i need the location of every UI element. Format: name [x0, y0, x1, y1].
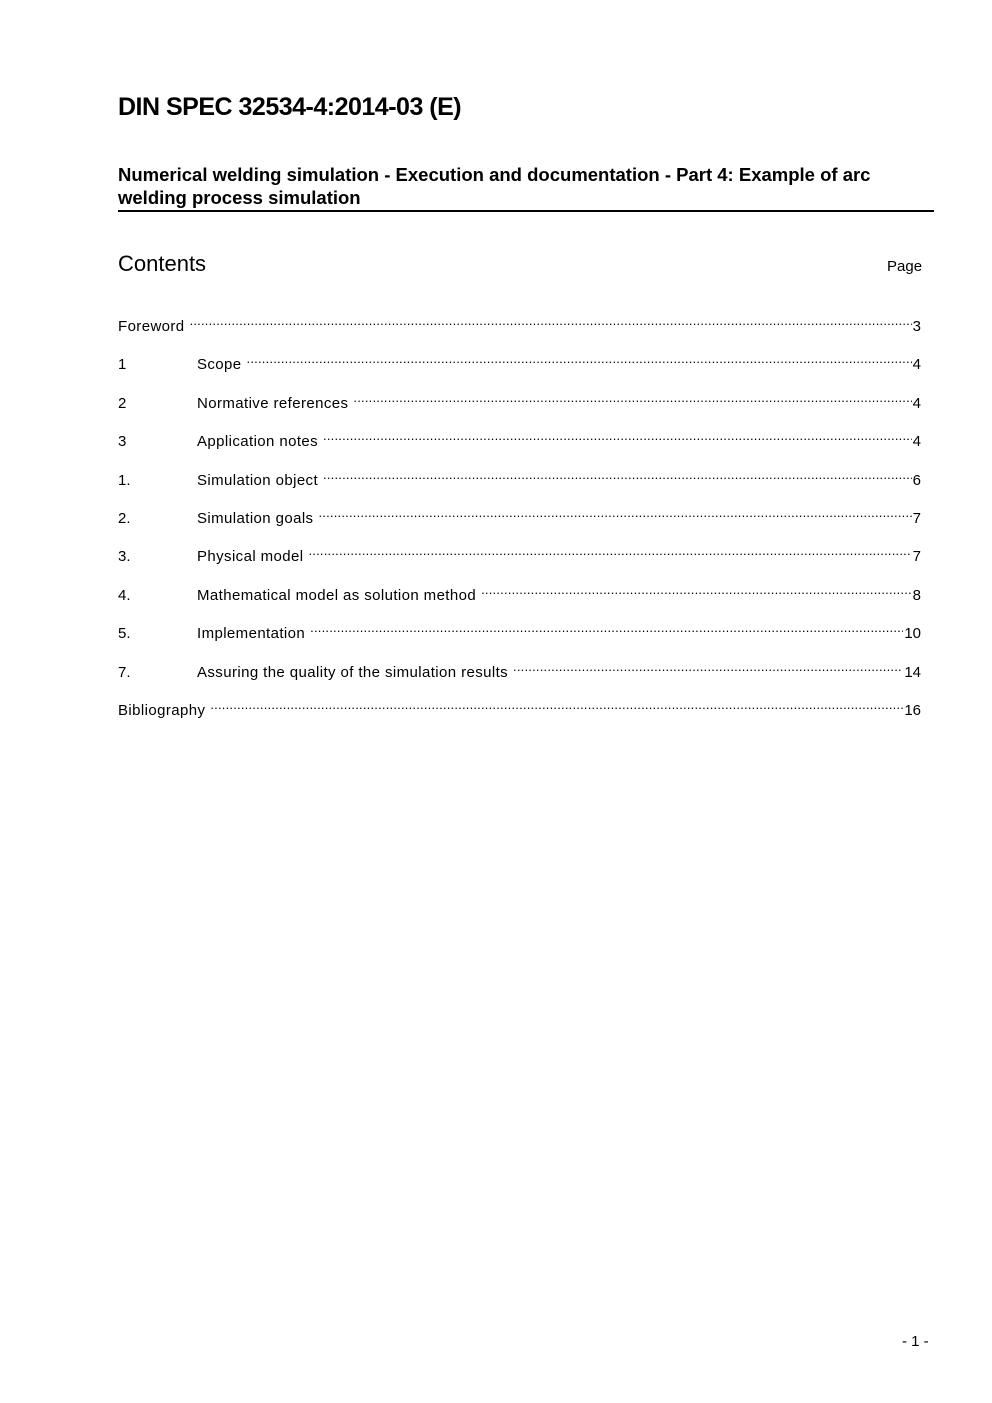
toc-leader-dots — [481, 582, 912, 600]
toc-leader-dots — [323, 467, 912, 485]
toc-leader-dots — [323, 428, 912, 446]
toc-entry-quality-assurance[interactable] — [118, 659, 921, 697]
toc-entry-number: 3 — [118, 433, 127, 451]
toc-entry-physical-model[interactable] — [118, 543, 921, 581]
toc-entry-page: 16 — [904, 701, 921, 719]
contents-heading: Contents — [118, 251, 207, 276]
toc-entry-simulation-object[interactable] — [118, 467, 921, 505]
toc-entry-implementation[interactable] — [118, 620, 921, 658]
toc-leader-dots — [190, 313, 912, 331]
toc-entry-page: 7 — [912, 509, 921, 527]
toc-entry-simulation-goals[interactable] — [118, 505, 921, 543]
toc-leader-dots — [318, 505, 911, 523]
toc-entry-page: 8 — [912, 586, 921, 604]
toc-entry-label: Bibliography — [118, 701, 206, 719]
toc-entry-label: Mathematical model as solution method — [197, 586, 477, 604]
toc-entry-bibliography[interactable] — [118, 697, 921, 735]
toc-entry-page: 3 — [912, 318, 921, 335]
toc-entry-label: Assuring the quality of the simulation results — [197, 663, 509, 681]
toc-entry-foreword[interactable] — [118, 313, 921, 351]
toc-leader-dots — [247, 351, 912, 369]
toc-entry-number: 1. — [118, 471, 131, 489]
toc-entry-label: Simulation goals — [197, 509, 314, 527]
toc-entry-label: Simulation object — [197, 471, 319, 489]
title-divider — [118, 210, 934, 212]
toc-entry-scope[interactable] — [118, 351, 921, 389]
toc-entry-number: 3. — [118, 548, 131, 566]
toc-entry-mathematical-model[interactable] — [118, 582, 921, 620]
toc-entry-number: 4. — [118, 586, 131, 604]
toc-entry-page: 10 — [904, 625, 921, 643]
toc-entry-page: 4 — [912, 356, 921, 374]
toc-entry-page: 14 — [904, 663, 921, 681]
document-title: Numerical welding simulation - Execution and documentation - Part 4: Example of arc welding process simulation — [118, 164, 871, 208]
toc-leader-dots — [513, 659, 903, 677]
toc-entry-page: 4 — [912, 433, 921, 451]
toc-leader-dots — [310, 620, 903, 638]
toc-entry-label: Normative references — [197, 394, 349, 412]
toc-entry-page: 4 — [912, 394, 921, 412]
toc-entry-number: 2. — [118, 509, 131, 527]
toc-entry-label: Implementation — [197, 625, 306, 643]
toc-entry-number: 1 — [118, 356, 127, 374]
document-id: DIN SPEC 32534-4:2014-03 (E) — [118, 93, 462, 121]
toc-entry-number: 5. — [118, 625, 131, 643]
toc-entry-application-notes[interactable] — [118, 428, 921, 466]
page-number: - 1 - — [902, 1333, 929, 1350]
table-of-contents — [118, 313, 921, 735]
toc-entry-label: Physical model — [197, 548, 304, 566]
toc-entry-page: 7 — [912, 548, 921, 566]
toc-entry-number: 7. — [118, 663, 131, 681]
toc-leader-dots — [353, 390, 911, 408]
toc-entry-page: 6 — [912, 471, 921, 489]
toc-entry-label: Foreword — [118, 318, 185, 335]
toc-leader-dots — [308, 543, 911, 561]
toc-leader-dots — [210, 697, 903, 715]
page-column-heading: Page — [887, 258, 923, 275]
toc-entry-number: 2 — [118, 394, 127, 412]
toc-entry-label: Application notes — [197, 433, 319, 451]
toc-entry-label: Scope — [197, 356, 242, 374]
toc-entry-normative-references[interactable] — [118, 390, 921, 428]
